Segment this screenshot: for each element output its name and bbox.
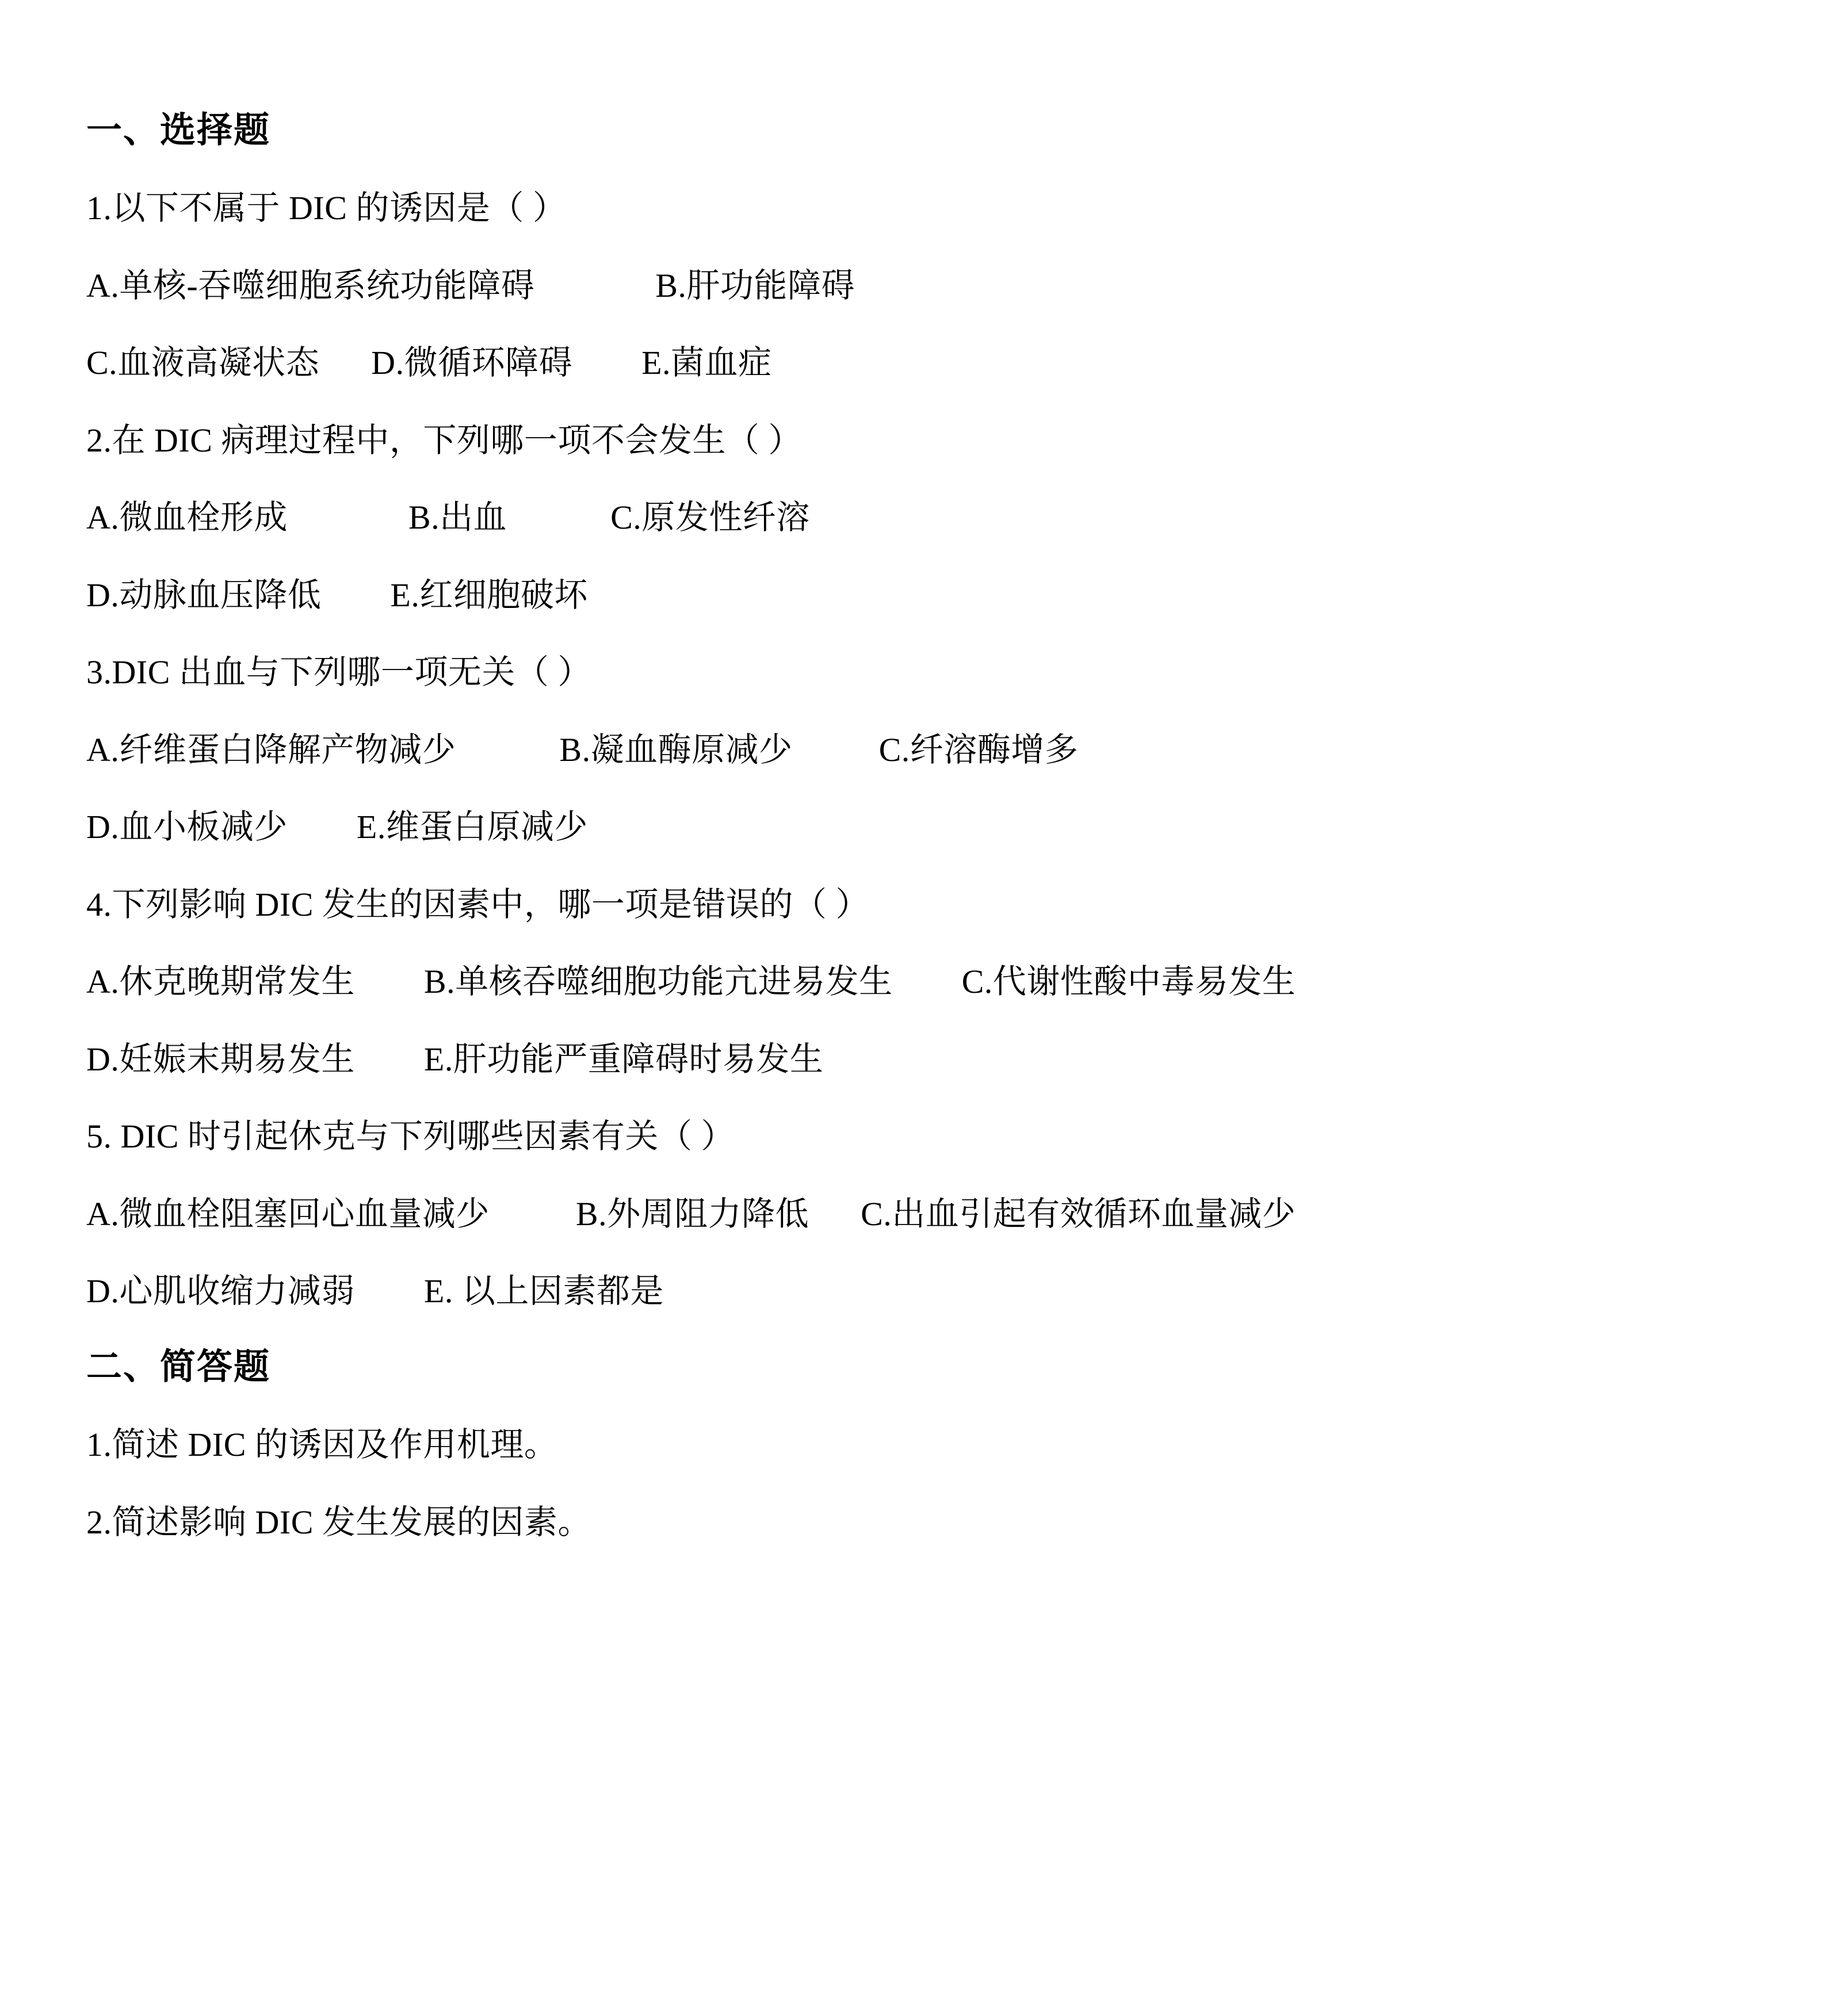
section-choice-questions bbox=[86, 109, 1745, 1313]
question-5-options-row-1: A.微血栓阻塞回心血量减少 B.外周阻力降低 C.出血引起有效循环血量减少 bbox=[86, 1195, 1296, 1233]
short-answer-question-2: 2.简述影响 DIC 发生发展的因素。 bbox=[86, 1503, 591, 1541]
question-3-stem: 3.DIC 出血与下列哪一项无关（ ） bbox=[86, 653, 591, 691]
question-4-stem: 4.下列影响 DIC 发生的因素中，哪一项是错误的（ ） bbox=[86, 885, 869, 923]
question-4-options-row-2: D.妊娠末期易发生 E.肝功能严重障碍时易发生 bbox=[86, 1040, 824, 1078]
question-1-options-row-2: C.血液高凝状态 D.微循环障碍 E.菌血症 bbox=[86, 344, 772, 382]
short-answer-question-1: 1.简述 DIC 的诱因及作用机理。 bbox=[86, 1426, 558, 1464]
question-5-stem: 5. DIC 时引起休克与下列哪些因素有关（ ） bbox=[86, 1118, 735, 1156]
question-3-options-row-1: A.纤维蛋白降解产物减少 B.凝血酶原减少 C.纤溶酶增多 bbox=[86, 730, 1079, 768]
section-heading-short-answer: 二、简答题 bbox=[86, 1346, 271, 1387]
question-4-options-row-1: A.休克晚期常发生 B.单核吞噬细胞功能亢进易发生 C.代谢性酸中毒易发生 bbox=[86, 963, 1296, 1001]
question-3-options-row-2: D.血小板减少 E.维蛋白原减少 bbox=[86, 808, 588, 846]
question-1-options-row-1: A.单核-吞噬细胞系统功能障碍 B.肝功能障碍 bbox=[86, 266, 855, 304]
question-2-stem: 2.在 DIC 病理过程中，下列哪一项不会发生（ ） bbox=[86, 421, 802, 459]
question-2-options-row-2: D.动脉血压降低 E.红细胞破坏 bbox=[86, 576, 588, 614]
question-2-options-row-1: A.微血栓形成 B.出血 C.原发性纤溶 bbox=[86, 499, 810, 537]
section-short-answer-questions bbox=[86, 1346, 1745, 1543]
question-5-options-row-2: D.心肌收缩力减弱 E. 以上因素都是 bbox=[86, 1272, 664, 1310]
section-heading-choice: 一、选择题 bbox=[86, 110, 271, 150]
question-1-stem: 1.以下不属于 DIC 的诱因是（ ） bbox=[86, 189, 567, 227]
